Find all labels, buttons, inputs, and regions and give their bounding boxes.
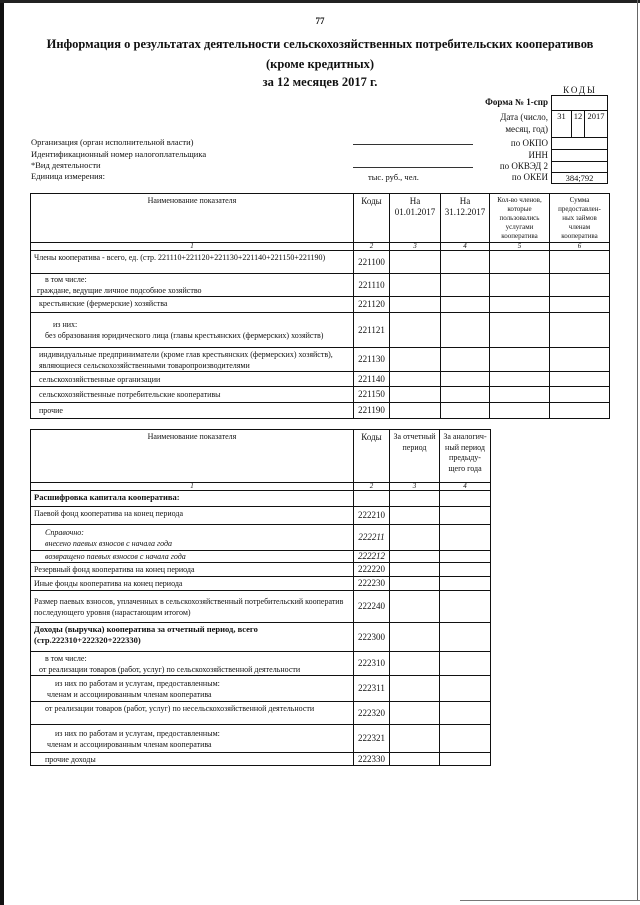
table-row	[31, 507, 491, 525]
value-cell[interactable]	[440, 551, 491, 563]
row-code: 221100	[354, 251, 390, 274]
value-cell[interactable]	[390, 551, 440, 563]
value-cell[interactable]	[390, 313, 441, 348]
header-code: Коды	[354, 430, 390, 483]
value-cell[interactable]	[550, 251, 610, 274]
row-name: прочие доходы	[31, 753, 354, 766]
value-cell[interactable]	[490, 313, 550, 348]
table-row	[31, 387, 610, 403]
value-cell[interactable]	[441, 313, 490, 348]
okei-field[interactable]: 384;792	[551, 172, 608, 184]
row-code: 221140	[354, 372, 390, 387]
table-row	[31, 591, 491, 623]
row-name: сельскохозяйственные организации	[31, 372, 354, 387]
unit-label: Единица измерения:	[31, 171, 105, 181]
row-code: 222300	[354, 623, 390, 652]
value-cell[interactable]	[390, 348, 441, 372]
report-period: за 12 месяцев 2017 г.	[262, 75, 378, 89]
value-cell[interactable]	[390, 403, 441, 419]
date-field[interactable]	[551, 110, 608, 138]
column-number: 2	[354, 243, 390, 251]
column-number: 3	[390, 483, 440, 491]
value-cell[interactable]	[490, 403, 550, 419]
document-subtitle: (кроме кредитных)	[265, 57, 375, 71]
date-month: 12	[572, 110, 585, 137]
row-name: от реализации товаров (работ, услуг) по несельскохозяйственной деятельности	[31, 702, 354, 725]
row-code: 222230	[354, 577, 390, 591]
value-cell[interactable]	[390, 372, 441, 387]
table-row	[31, 676, 491, 702]
value-cell[interactable]	[440, 676, 491, 702]
value-cell[interactable]	[440, 725, 491, 753]
column-number: 4	[440, 483, 491, 491]
value-cell[interactable]	[390, 591, 440, 623]
row-code: 222330	[354, 753, 390, 766]
value-cell[interactable]	[440, 577, 491, 591]
table-row	[31, 725, 491, 753]
header-name: Наименование показателя	[31, 430, 354, 483]
row-code: 222310	[354, 652, 390, 676]
page-number: 77	[315, 16, 325, 26]
value-cell[interactable]	[390, 753, 440, 766]
table-row	[31, 551, 491, 563]
row-name: от реализации товаров (работ, услуг) по сельскохозяйственной деятельности	[39, 664, 301, 674]
value-cell[interactable]	[550, 387, 610, 403]
row-code: 222321	[354, 725, 390, 753]
row-name: граждане, ведущие личное подсобное хозяйство	[37, 286, 202, 295]
row-prefix: из них по работам и услугам, предоставленным:	[55, 678, 220, 688]
value-cell[interactable]	[390, 507, 440, 525]
value-cell[interactable]	[390, 387, 441, 403]
value-cell[interactable]	[550, 372, 610, 387]
column-number: 1	[31, 243, 354, 251]
value-cell[interactable]	[550, 313, 610, 348]
table-row	[31, 652, 491, 676]
table-row	[31, 753, 491, 766]
value-cell[interactable]	[390, 251, 441, 274]
table-row	[31, 563, 491, 577]
value-cell[interactable]	[490, 372, 550, 387]
value-cell[interactable]	[441, 387, 490, 403]
value-cell[interactable]	[390, 563, 440, 577]
value-cell[interactable]	[441, 372, 490, 387]
value-cell[interactable]	[440, 507, 491, 525]
row-name: индивидуальные предприниматели (кроме глав крестьянских (фермерских) хозяйств), являющиеся сельскохозяйственными товаропроизводителями	[31, 348, 354, 372]
header-code: Коды	[354, 194, 390, 243]
row-code: 221110	[354, 274, 390, 297]
table-row	[31, 525, 491, 551]
codes-header: КОДЫ	[563, 85, 597, 95]
header-loans-sum: Сумма предоставлен-ных займов членам кооператива	[550, 194, 610, 243]
unit-value: тыс. руб., чел.	[368, 172, 419, 182]
value-cell[interactable]	[390, 577, 440, 591]
header-members-count: Кол-во членов, которые пользовались услугами кооператива	[490, 194, 550, 243]
row-code: 222220	[354, 563, 390, 577]
org-input-line[interactable]	[353, 144, 473, 145]
table-row	[31, 372, 610, 387]
org-label: Организация (орган исполнительной власти)	[31, 137, 194, 147]
capital-table	[30, 429, 491, 766]
row-name: крестьянские (фермерские) хозяйства	[31, 297, 354, 313]
value-cell[interactable]	[390, 702, 440, 725]
value-cell[interactable]	[550, 274, 610, 297]
page-border	[460, 900, 640, 901]
document-title: Информация о результатах деятельности сельскохозяйственных потребительских кооперативов	[46, 37, 594, 51]
value-cell[interactable]	[440, 652, 491, 676]
row-name: возвращено паевых взносов с начала года	[31, 551, 354, 563]
value-cell[interactable]	[440, 623, 491, 652]
row-code: 221121	[354, 313, 390, 348]
header-previous-period: За аналогич-ный период предыду-щего года	[440, 430, 491, 483]
row-code: 222212	[354, 551, 390, 563]
row-name: прочие	[31, 403, 354, 419]
value-cell[interactable]	[441, 297, 490, 313]
value-cell[interactable]	[550, 297, 610, 313]
value-cell[interactable]	[440, 563, 491, 577]
table-row	[31, 251, 610, 274]
value-cell[interactable]	[390, 491, 440, 507]
row-name: членам и ассоциированным членам кооператива	[47, 739, 212, 749]
form-code-field[interactable]	[551, 95, 608, 111]
value-cell[interactable]	[390, 676, 440, 702]
row-name: Доходы (выручка) кооператива за отчетный период, всего (стр.222310+222320+222330)	[31, 623, 354, 652]
column-number: 6	[550, 243, 610, 251]
activity-label: *Вид деятельности	[31, 160, 101, 170]
value-cell[interactable]	[440, 491, 491, 507]
row-code: 222311	[354, 676, 390, 702]
value-cell[interactable]	[490, 251, 550, 274]
okei-label: по ОКЕИ	[511, 172, 548, 182]
row-code: 221190	[354, 403, 390, 419]
table-row	[31, 702, 491, 725]
header-current-period: За отчетный период	[390, 430, 440, 483]
value-cell[interactable]	[440, 591, 491, 623]
inn-code-label: ИНН	[528, 150, 548, 160]
form-label: Форма № 1-спр	[485, 97, 548, 107]
row-prefix: в том числе:	[45, 653, 87, 663]
value-cell[interactable]	[550, 348, 610, 372]
value-cell[interactable]	[390, 725, 440, 753]
table-row	[31, 623, 491, 652]
row-name: без образования юридического лица (главы крестьянских (фермерских) хозяйств)	[45, 331, 324, 340]
value-cell[interactable]	[490, 274, 550, 297]
column-number: 3	[390, 243, 441, 251]
column-number: 2	[354, 483, 390, 491]
table-row	[31, 274, 610, 297]
value-cell[interactable]	[440, 525, 491, 551]
row-code: 221150	[354, 387, 390, 403]
row-name: Резервный фонд кооператива на конец периода	[31, 563, 354, 577]
value-cell[interactable]	[490, 387, 550, 403]
row-name: Размер паевых взносов, уплаченных в сельскохозяйственный потребительский кооператив последующего уровня (нарастающим итогом)	[31, 591, 354, 623]
page-border	[0, 0, 4, 905]
section-row	[31, 491, 491, 507]
table-row	[31, 297, 610, 313]
date-day: 31	[552, 110, 572, 137]
page-border	[637, 0, 638, 900]
row-name: Паевой фонд кооператива на конец периода	[31, 507, 354, 525]
row-prefix: в том числе:	[45, 275, 87, 284]
row-code: 221130	[354, 348, 390, 372]
value-cell[interactable]	[441, 274, 490, 297]
okved-label: по ОКВЭД 2	[499, 161, 548, 171]
table-row	[31, 577, 491, 591]
row-prefix: из них по работам и услугам, предоставленным:	[55, 728, 220, 738]
row-code: 222320	[354, 702, 390, 725]
row-code: 222210	[354, 507, 390, 525]
value-cell[interactable]	[490, 348, 550, 372]
value-cell[interactable]	[490, 297, 550, 313]
row-name: членам и ассоциированным членам кооператива	[47, 689, 212, 699]
date-label-2: месяц, год)	[505, 124, 548, 134]
row-name: сельскохозяйственные потребительские кооперативы	[31, 387, 354, 403]
value-cell[interactable]	[441, 348, 490, 372]
column-number: 5	[490, 243, 550, 251]
value-cell[interactable]	[550, 403, 610, 419]
value-cell[interactable]	[441, 403, 490, 419]
table-row	[31, 348, 610, 372]
date-label: Дата (число,	[500, 112, 548, 122]
value-cell[interactable]	[390, 623, 440, 652]
header-name: Наименование показателя	[31, 194, 354, 243]
date-year: 2017	[587, 111, 605, 121]
row-name: внесено паевых взносов с начала года	[45, 538, 173, 548]
column-number: 4	[441, 243, 490, 251]
page-border	[0, 0, 640, 3]
table-row	[31, 403, 610, 419]
row-prefix: Справочно:	[45, 527, 84, 537]
value-cell[interactable]	[440, 753, 491, 766]
row-name: Члены кооператива - всего, ед. (стр. 221110+221120+221130+221140+221150+221190)	[31, 251, 354, 274]
value-cell[interactable]	[440, 702, 491, 725]
value-cell[interactable]	[441, 251, 490, 274]
taxpayer-id-label: Идентификационный номер налогоплательщика	[31, 149, 207, 159]
value-cell[interactable]	[390, 652, 440, 676]
table-row	[31, 313, 610, 348]
value-cell[interactable]	[390, 525, 440, 551]
members-table	[30, 193, 610, 419]
column-number: 1	[31, 483, 354, 491]
value-cell[interactable]	[390, 274, 441, 297]
activity-input-line[interactable]	[353, 167, 473, 168]
section-title: Расшифровка капитала кооператива:	[31, 491, 354, 507]
header-end-date: На 31.12.2017	[441, 194, 490, 243]
row-code: 222211	[354, 525, 390, 551]
row-code: 221120	[354, 297, 390, 313]
row-name: Иные фонды кооператива на конец периода	[31, 577, 354, 591]
header-start-date: На 01.01.2017	[390, 194, 441, 243]
row-code: 222240	[354, 591, 390, 623]
okpo-label: по ОКПО	[510, 138, 548, 148]
row-prefix: из них:	[53, 320, 78, 329]
value-cell[interactable]	[390, 297, 441, 313]
